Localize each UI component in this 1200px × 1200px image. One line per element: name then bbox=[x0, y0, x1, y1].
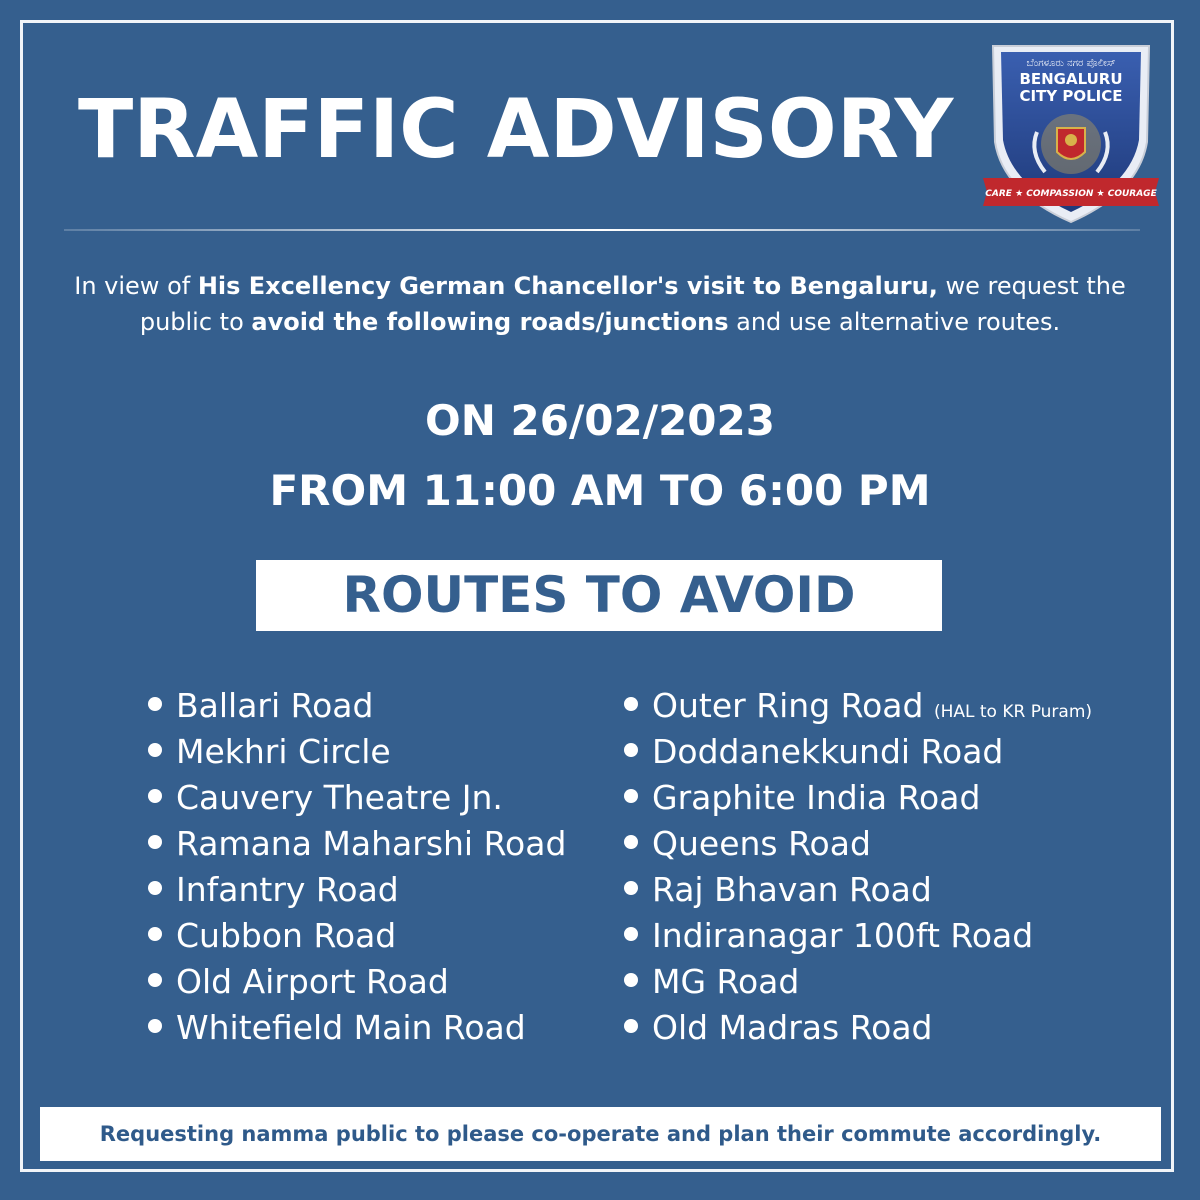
bengaluru-city-police-badge bbox=[979, 32, 1163, 228]
route-name: Cauvery Theatre Jn. bbox=[176, 778, 503, 817]
route-item bbox=[624, 683, 1092, 729]
advisory-time: FROM 11:00 AM TO 6:00 PM bbox=[269, 466, 931, 515]
bullet-icon bbox=[148, 697, 162, 711]
intro-text-2: we request the public to bbox=[139, 272, 1126, 336]
bullet-icon bbox=[624, 973, 638, 987]
route-name: Raj Bhavan Road bbox=[652, 870, 932, 909]
route-item bbox=[148, 821, 566, 867]
route-name: Doddanekkundi Road bbox=[652, 732, 1004, 771]
bullet-icon bbox=[624, 835, 638, 849]
bullet-icon bbox=[148, 1019, 162, 1033]
bullet-icon bbox=[148, 927, 162, 941]
route-name: Graphite India Road bbox=[652, 778, 981, 817]
route-item bbox=[148, 959, 566, 1005]
page-title: TRAFFIC ADVISORY bbox=[78, 83, 954, 177]
route-name: Old Airport Road bbox=[176, 962, 449, 1001]
route-item bbox=[624, 775, 1092, 821]
bullet-icon bbox=[624, 743, 638, 757]
badge-name-line2: CITY POLICE bbox=[1019, 87, 1123, 105]
route-name: Ballari Road bbox=[176, 686, 374, 725]
bullet-icon bbox=[148, 789, 162, 803]
route-item bbox=[148, 683, 566, 729]
route-item bbox=[624, 959, 1092, 1005]
intro-bold-2: avoid the following roads/junctions bbox=[251, 308, 729, 336]
route-item bbox=[148, 775, 566, 821]
route-item bbox=[624, 913, 1092, 959]
title-divider bbox=[64, 229, 1140, 231]
footer-message: Requesting namma public to please co-operate and plan their commute accordingly. bbox=[40, 1107, 1161, 1161]
bullet-icon bbox=[624, 1019, 638, 1033]
routes-list-right bbox=[624, 683, 1092, 1051]
route-name: Ramana Maharshi Road bbox=[176, 824, 567, 863]
bullet-icon bbox=[624, 697, 638, 711]
route-name: Infantry Road bbox=[176, 870, 399, 909]
bullet-icon bbox=[148, 973, 162, 987]
bullet-icon bbox=[624, 881, 638, 895]
routes-list-left bbox=[148, 683, 566, 1051]
bullet-icon bbox=[148, 835, 162, 849]
route-name: Indiranagar 100ft Road bbox=[652, 916, 1034, 955]
route-name: Whitefield Main Road bbox=[176, 1008, 526, 1047]
route-item bbox=[624, 1005, 1092, 1051]
intro-text-1: In view of bbox=[74, 272, 198, 300]
route-item bbox=[624, 729, 1092, 775]
route-item bbox=[148, 1005, 566, 1051]
badge-name-line1: BENGALURU bbox=[1019, 70, 1123, 88]
badge-motto: CARE ★ COMPASSION ★ COURAGE bbox=[985, 189, 1157, 199]
route-name: Cubbon Road bbox=[176, 916, 397, 955]
advisory-intro bbox=[40, 268, 1160, 340]
route-name: Mekhri Circle bbox=[176, 732, 391, 771]
advisory-date: ON 26/02/2023 bbox=[425, 396, 775, 445]
bullet-icon bbox=[148, 743, 162, 757]
route-note: (HAL to KR Puram) bbox=[933, 702, 1093, 722]
route-item bbox=[148, 913, 566, 959]
route-item bbox=[624, 821, 1092, 867]
intro-text-3: and use alternative routes. bbox=[728, 308, 1061, 336]
route-name: Queens Road bbox=[652, 824, 871, 863]
route-item bbox=[148, 729, 566, 775]
badge-kannada-text: ಬೆಂಗಳೂರು ನಗರ ಪೊಲೀಸ್ bbox=[1026, 58, 1116, 69]
routes-heading: ROUTES TO AVOID bbox=[256, 560, 942, 631]
bullet-icon bbox=[148, 881, 162, 895]
route-name: MG Road bbox=[652, 962, 800, 1001]
bullet-icon bbox=[624, 789, 638, 803]
route-item bbox=[148, 867, 566, 913]
bullet-icon bbox=[624, 927, 638, 941]
route-item bbox=[624, 867, 1092, 913]
route-name: Outer Ring Road bbox=[652, 686, 924, 725]
intro-bold-1: His Excellency German Chancellor's visit to Bengaluru, bbox=[197, 272, 938, 300]
route-name: Old Madras Road bbox=[652, 1008, 933, 1047]
